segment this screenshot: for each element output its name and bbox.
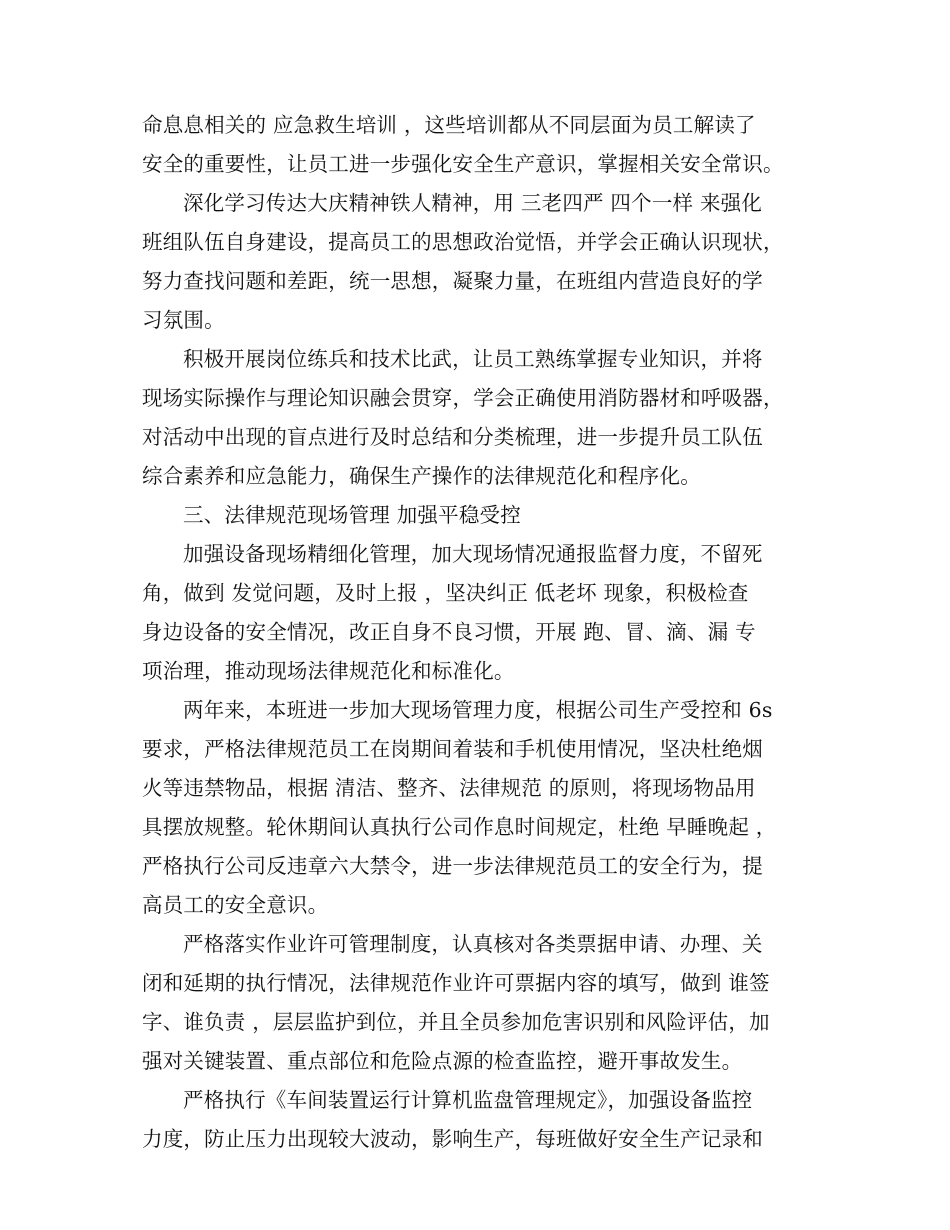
section-heading: 三、法律规范现场管理 加强平稳受控 (183, 503, 521, 527)
text-line: 严格落实作业许可管理制度，认真核对各类票据申请、办理、关 (183, 932, 763, 956)
text-line: 综合素养和应急能力，确保生产操作的法律规范化和程序化。 (142, 464, 701, 488)
text-line: 安全的重要性，让员工进一步强化安全生产意识，掌握相关安全常识。 (142, 152, 784, 176)
text-line: 身边设备的安全情况，改正自身不良习惯，开展 跑、冒、滴、漏 专 (142, 620, 756, 644)
text-line: 命息息相关的 应急救生培训 ，这些培训都从不同层面为员工解读了 (142, 113, 756, 137)
text-line: 班组队伍自身建设，提高员工的思想政治觉悟，并学会正确认识现状， (142, 230, 784, 254)
text-line: 火等违禁物品，根据 清洁、整齐、法律规范 的原则，将现场物品用 (142, 776, 756, 800)
text-line: 要求，严格法律规范员工在岗期间着装和手机使用情况，坚决杜绝烟 (142, 737, 763, 761)
text-line: 现场实际操作与理论知识融会贯穿，学会正确使用消防器材和呼吸器， (142, 386, 784, 410)
text-line: 闭和延期的执行情况，法律规范作业许可票据内容的填写，做到 谁签 (142, 971, 770, 995)
text-line: 项治理，推动现场法律规范化和标准化。 (142, 659, 515, 683)
text-line: 强对关键装置、重点部位和危险点源的检查监控，避开事故发生。 (142, 1049, 743, 1073)
text-line: 字、谁负责 ，层层监护到位，并且全员参加危害识别和风险评估，加 (142, 1010, 770, 1034)
text-line: 深化学习传达大庆精神铁人精神，用 三老四严 四个一样 来强化 (183, 191, 763, 215)
text-line: 积极开展岗位练兵和技术比武，让员工熟练掌握专业知识，并将 (183, 347, 763, 371)
text-line: 严格执行公司反违章六大禁令，进一步法律规范员工的安全行为，提 (142, 854, 763, 878)
document-body (142, 106, 810, 1159)
text-line: 严格执行《车间装置运行计算机监盘管理规定》，加强设备监控 (183, 1088, 753, 1112)
text-line: 习氛围。 (142, 308, 225, 332)
text-line: 角，做到 发觉问题，及时上报 ，坚决纠正 低老坏 现象，积极检查 (142, 581, 749, 605)
text-line: 两年来，本班进一步加大现场管理力度，根据公司生产受控和 6s (183, 698, 773, 722)
text-line: 力度，防止压力出现较大波动，影响生产，每班做好安全生产记录和 (142, 1127, 763, 1151)
text-line: 加强设备现场精细化管理，加大现场情况通报监督力度，不留死 (183, 542, 763, 566)
text-line: 努力查找问题和差距，统一思想，凝聚力量，在班组内营造良好的学 (142, 269, 763, 293)
text-line: 具摆放规整。轮休期间认真执行公司作息时间规定，杜绝 早睡晚起 ， (142, 815, 777, 839)
text-line: 高员工的安全意识。 (142, 893, 329, 917)
text-line: 对活动中出现的盲点进行及时总结和分类梳理，进一步提升员工队伍 (142, 425, 763, 449)
